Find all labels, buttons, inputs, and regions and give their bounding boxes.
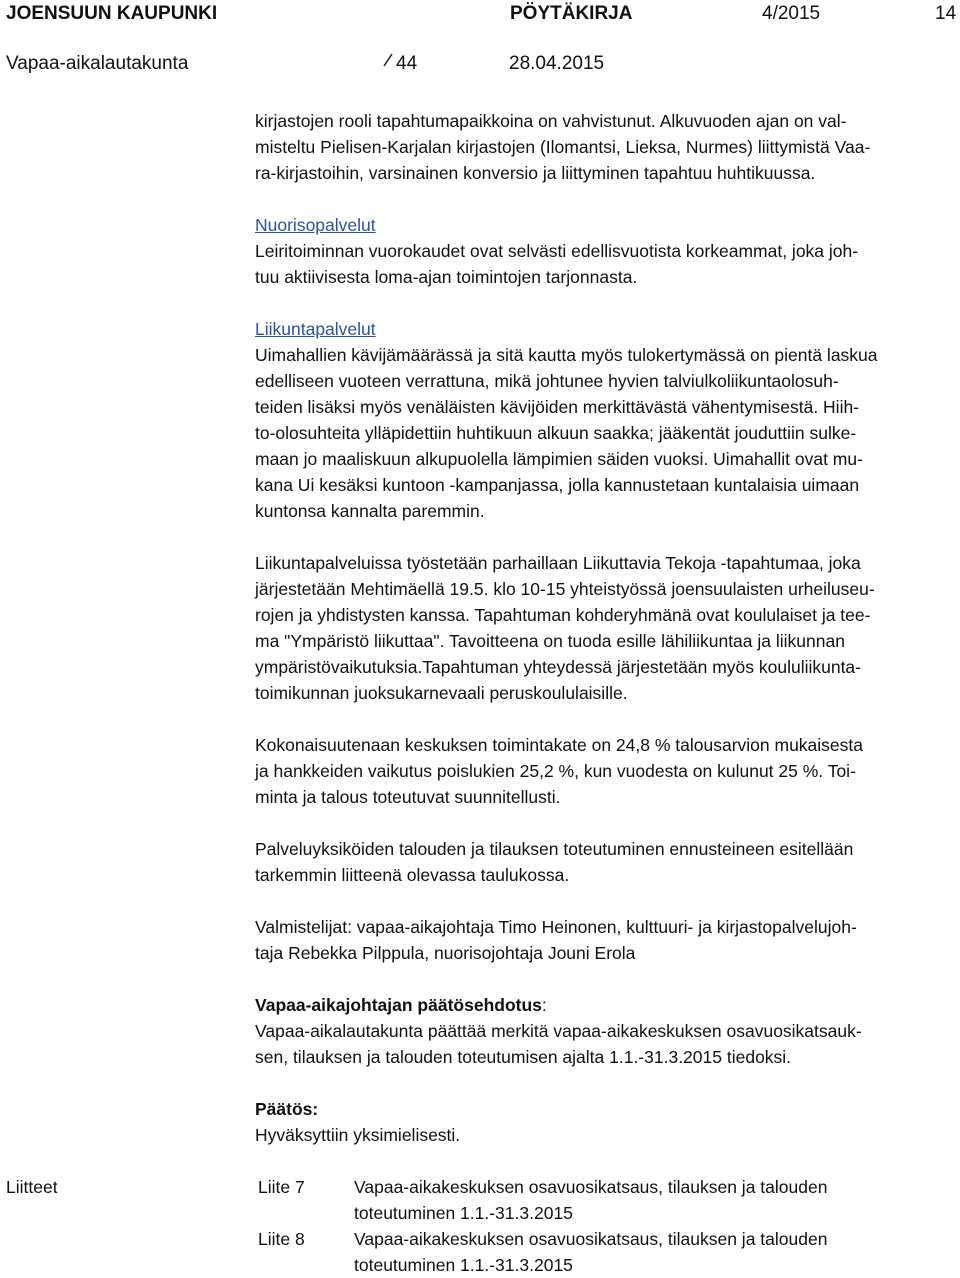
text-line: sen, tilauksen ja talouden toteutumisen ajalta 1.1.-31.3.2015 tiedoksi. (255, 1047, 792, 1067)
sports-services-link[interactable]: Liikuntapalvelut (255, 319, 376, 339)
text-line: kuntonsa kannalta paremmin. (255, 501, 485, 521)
text-line: Vapaa-aikalautakunta päättää merkitä vapaa-aikakeskuksen osavuosikatsauk- (255, 1021, 862, 1041)
section-number: 44 (396, 53, 418, 74)
attachment-title: Vapaa-aikakeskuksen osavuosikatsaus, tilauksen ja talouden (354, 1229, 828, 1249)
text-line: misteltu Pielisen-Karjalan kirjastojen (Ilomantsi, Lieksa, Nurmes) liittymistä Vaa- (255, 137, 871, 157)
attachment-id: Liite 7 (258, 1177, 305, 1197)
text-line: edelliseen vuoteen verrattuna, mikä johtunee hyvien talviulkoliikuntaolosuh- (255, 371, 839, 391)
text-line: taja Rebekka Pilppula, nuorisojohtaja Jouni Erola (255, 943, 636, 963)
text-line: rojen ja yhdistysten kanssa. Tapahtuman kohderyhmänä ovat koululaiset ja tee- (255, 605, 871, 625)
section-youth (255, 212, 955, 290)
text-line: ja hankkeiden vaikutus poislukien 25,2 %, kun vuodesta on kulunut 25 %. Toi- (255, 761, 856, 781)
page-number: 14 (935, 3, 957, 24)
text-line: ma "Ympäristö liikuttaa". Tavoitteena on tuoda esille lähiliikuntaa ja liikunnan (255, 631, 845, 651)
org-name: JOENSUUN KAUPUNKI (6, 3, 218, 24)
issue-number: 4/2015 (762, 3, 821, 24)
attachment-title-cont: toteutuminen 1.1.-31.3.2015 (354, 1255, 573, 1275)
text-line: ympäristövaikutuksia.Tapahtuman yhteydessä järjestetään myös koululiikunta- (255, 657, 861, 677)
attachment-title: Vapaa-aikakeskuksen osavuosikatsaus, tilauksen ja talouden (354, 1177, 828, 1197)
decision-text: Hyväksyttiin yksimielisesti. (255, 1125, 461, 1145)
section-proposal (255, 992, 955, 1070)
meeting-date: 28.04.2015 (509, 53, 605, 74)
text-line: Palveluyksiköiden talouden ja tilauksen toteutuminen ennusteineen esitellään (255, 839, 854, 859)
paragraph-library (255, 108, 955, 186)
paragraph-preparers (255, 914, 955, 966)
text-line: Uimahallien kävijämäärässä ja sitä kautta myös tulokertymässä on pientä laskua (255, 345, 878, 365)
text-line: Valmistelijat: vapaa-aikajohtaja Timo Heinonen, kulttuuri- ja kirjastopalvelujoh- (255, 917, 857, 937)
proposal-heading: Vapaa-aikajohtajan päätösehdotus (255, 995, 542, 1015)
text-line: Leiritoiminnan vuorokaudet ovat selvästi edellisvuotista korkeammat, joka joh- (255, 241, 859, 261)
text-line: Kokonaisuutenaan keskuksen toimintakate on 24,8 % talousarvion mukaisesta (255, 735, 864, 755)
section-sign-icon (383, 53, 393, 67)
section-decision (255, 1096, 955, 1148)
text-line: to-olosuhteita ylläpidettiin huhtikuun alkuun saakka; jääkentät jouduttiin sulke- (255, 423, 857, 443)
paragraph-overall (255, 732, 955, 810)
text-line: kana Ui kesäksi kuntoon -kampanjassa, jolla kannustetaan kuntalaisia uimaan (255, 475, 860, 495)
section-sports (255, 316, 955, 524)
text-line: maan jo maaliskuun alkupuolella lämpimien säiden vuoksi. Uimahallit ovat mu- (255, 449, 863, 469)
document-type: PÖYTÄKIRJA (510, 3, 633, 24)
text-line: Liikuntapalveluissa työstetään parhaillaan Liikuttavia Tekoja -tapahtumaa, joka (255, 553, 861, 573)
text-line: minta ja talous toteutuvat suunnitellusti. (255, 787, 561, 807)
attachments-label: Liitteet (6, 1177, 58, 1197)
text-line: ra-kirjastoihin, varsinainen konversio ja liittyminen tapahtuu huhtikuussa. (255, 163, 816, 183)
youth-services-link[interactable]: Nuorisopalvelut (255, 215, 376, 235)
decision-heading: Päätös: (255, 1099, 319, 1119)
attachment-title-cont: toteutuminen 1.1.-31.3.2015 (354, 1203, 573, 1223)
paragraph-service-units (255, 836, 955, 888)
minutes-body (255, 108, 955, 1148)
paragraph-event (255, 550, 955, 706)
text-line: järjestetään Mehtimäellä 19.5. klo 10-15 yhteistyössä joensuulaisten urheiluseu- (255, 579, 875, 599)
attachment-id: Liite 8 (258, 1229, 305, 1249)
text-line: teiden lisäksi myös venäläisten kävijöiden merkittävästä vähentymisestä. Hiih- (255, 397, 860, 417)
proposal-colon: : (541, 995, 547, 1015)
text-line: kirjastojen rooli tapahtumapaikkoina on vahvistunut. Alkuvuoden ajan on val- (255, 111, 847, 131)
text-line: toimikunnan juoksukarnevaali peruskoululaisille. (255, 683, 628, 703)
text-line: tuu aktiivisesta loma-ajan toimintojen tarjonnasta. (255, 267, 638, 287)
text-line: tarkemmin liitteenä olevassa taulukossa. (255, 865, 570, 885)
committee-name: Vapaa-aikalautakunta (6, 53, 189, 74)
